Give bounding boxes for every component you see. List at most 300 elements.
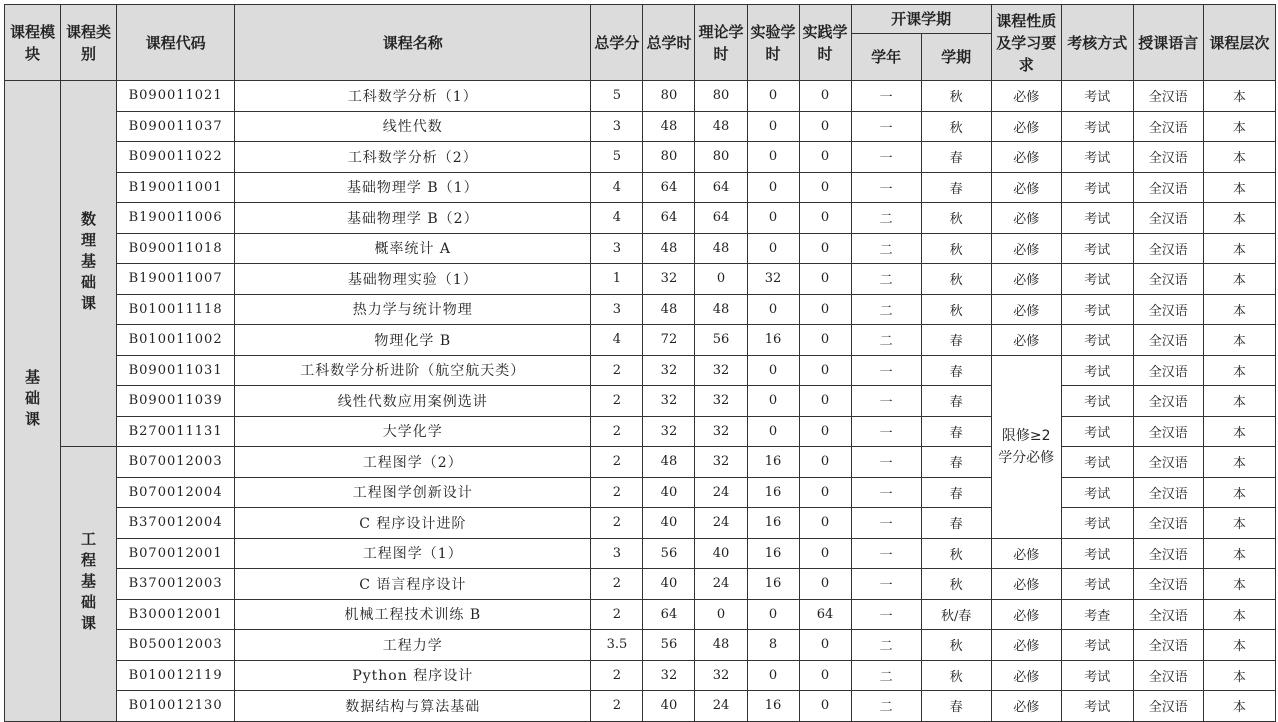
nature: 必修 bbox=[991, 294, 1061, 325]
level: 本 bbox=[1203, 599, 1275, 630]
credits: 3 bbox=[591, 294, 643, 325]
semester: 春 bbox=[921, 142, 991, 173]
practice-hours: 0 bbox=[799, 172, 851, 203]
language: 全汉语 bbox=[1133, 416, 1203, 447]
language: 全汉语 bbox=[1133, 538, 1203, 569]
course-code: B010011002 bbox=[117, 325, 235, 356]
practice-hours: 0 bbox=[799, 538, 851, 569]
lab-hours: 0 bbox=[747, 294, 799, 325]
header-hours: 总学时 bbox=[643, 5, 695, 81]
year: 一 bbox=[851, 447, 921, 478]
exam-method: 考试 bbox=[1061, 538, 1133, 569]
exam-method: 考试 bbox=[1061, 172, 1133, 203]
level: 本 bbox=[1203, 172, 1275, 203]
level: 本 bbox=[1203, 294, 1275, 325]
semester: 秋 bbox=[921, 233, 991, 264]
exam-method: 考试 bbox=[1061, 660, 1133, 691]
table-row bbox=[5, 355, 1276, 386]
year: 二 bbox=[851, 233, 921, 264]
total-hours: 56 bbox=[643, 630, 695, 661]
practice-hours: 0 bbox=[799, 294, 851, 325]
semester: 春 bbox=[921, 416, 991, 447]
theory-hours: 56 bbox=[695, 325, 747, 356]
table-row bbox=[5, 264, 1276, 295]
theory-hours: 0 bbox=[695, 599, 747, 630]
level: 本 bbox=[1203, 477, 1275, 508]
theory-hours: 48 bbox=[695, 111, 747, 142]
total-hours: 48 bbox=[643, 233, 695, 264]
practice-hours: 0 bbox=[799, 81, 851, 112]
language: 全汉语 bbox=[1133, 599, 1203, 630]
practice-hours: 0 bbox=[799, 691, 851, 722]
header-level: 课程层次 bbox=[1203, 5, 1275, 81]
course-code: B010011118 bbox=[117, 294, 235, 325]
credits: 4 bbox=[591, 325, 643, 356]
nature: 必修 bbox=[991, 599, 1061, 630]
lab-hours: 16 bbox=[747, 477, 799, 508]
theory-hours: 32 bbox=[695, 416, 747, 447]
course-code: B090011039 bbox=[117, 386, 235, 417]
semester: 春 bbox=[921, 477, 991, 508]
semester: 春 bbox=[921, 325, 991, 356]
level: 本 bbox=[1203, 386, 1275, 417]
nature: 必修 bbox=[991, 81, 1061, 112]
lab-hours: 0 bbox=[747, 386, 799, 417]
year: 二 bbox=[851, 294, 921, 325]
course-name: 工程图学（1） bbox=[235, 538, 591, 569]
course-code: B090011018 bbox=[117, 233, 235, 264]
language: 全汉语 bbox=[1133, 233, 1203, 264]
semester: 春 bbox=[921, 508, 991, 539]
course-name: 工程图学（2） bbox=[235, 447, 591, 478]
year: 一 bbox=[851, 142, 921, 173]
course-name: Python 程序设计 bbox=[235, 660, 591, 691]
table-row bbox=[5, 386, 1276, 417]
total-hours: 64 bbox=[643, 599, 695, 630]
exam-method: 考试 bbox=[1061, 477, 1133, 508]
header-term-group: 开课学期 bbox=[851, 5, 991, 34]
table-row bbox=[5, 203, 1276, 234]
theory-hours: 48 bbox=[695, 233, 747, 264]
table-row bbox=[5, 416, 1276, 447]
course-name: 工程力学 bbox=[235, 630, 591, 661]
level: 本 bbox=[1203, 416, 1275, 447]
total-hours: 80 bbox=[643, 142, 695, 173]
language: 全汉语 bbox=[1133, 477, 1203, 508]
header-category: 课程类别 bbox=[61, 5, 117, 81]
course-name: 概率统计 A bbox=[235, 233, 591, 264]
nature: 必修 bbox=[991, 660, 1061, 691]
theory-hours: 64 bbox=[695, 172, 747, 203]
semester: 秋 bbox=[921, 660, 991, 691]
exam-method: 考试 bbox=[1061, 203, 1133, 234]
level: 本 bbox=[1203, 355, 1275, 386]
practice-hours: 64 bbox=[799, 599, 851, 630]
course-code: B190011006 bbox=[117, 203, 235, 234]
course-code: B270011131 bbox=[117, 416, 235, 447]
credits: 2 bbox=[591, 569, 643, 600]
practice-hours: 0 bbox=[799, 477, 851, 508]
theory-hours: 48 bbox=[695, 294, 747, 325]
semester: 秋/春 bbox=[921, 599, 991, 630]
table-row bbox=[5, 508, 1276, 539]
language: 全汉语 bbox=[1133, 142, 1203, 173]
course-name: 基础物理学 B（1） bbox=[235, 172, 591, 203]
exam-method: 考试 bbox=[1061, 111, 1133, 142]
header-credits: 总学分 bbox=[591, 5, 643, 81]
exam-method: 考查 bbox=[1061, 599, 1133, 630]
header-module: 课程模块 bbox=[5, 5, 61, 81]
curriculum-table bbox=[4, 4, 1276, 722]
language: 全汉语 bbox=[1133, 203, 1203, 234]
practice-hours: 0 bbox=[799, 111, 851, 142]
theory-hours: 80 bbox=[695, 142, 747, 173]
lab-hours: 0 bbox=[747, 172, 799, 203]
level: 本 bbox=[1203, 142, 1275, 173]
category-cell: 工程基础课 bbox=[61, 447, 117, 722]
course-code: B090011037 bbox=[117, 111, 235, 142]
year: 二 bbox=[851, 325, 921, 356]
theory-hours: 64 bbox=[695, 203, 747, 234]
credits: 5 bbox=[591, 81, 643, 112]
exam-method: 考试 bbox=[1061, 325, 1133, 356]
language: 全汉语 bbox=[1133, 294, 1203, 325]
course-code: B190011001 bbox=[117, 172, 235, 203]
credits: 3 bbox=[591, 111, 643, 142]
credits: 4 bbox=[591, 203, 643, 234]
language: 全汉语 bbox=[1133, 264, 1203, 295]
language: 全汉语 bbox=[1133, 447, 1203, 478]
lab-hours: 32 bbox=[747, 264, 799, 295]
lab-hours: 16 bbox=[747, 691, 799, 722]
practice-hours: 0 bbox=[799, 660, 851, 691]
lab-hours: 0 bbox=[747, 233, 799, 264]
year: 一 bbox=[851, 81, 921, 112]
year: 二 bbox=[851, 691, 921, 722]
lab-hours: 16 bbox=[747, 538, 799, 569]
language: 全汉语 bbox=[1133, 691, 1203, 722]
course-code: B010012119 bbox=[117, 660, 235, 691]
header-exam: 考核方式 bbox=[1061, 5, 1133, 81]
module-cell: 基础课 bbox=[5, 81, 61, 722]
practice-hours: 0 bbox=[799, 447, 851, 478]
level: 本 bbox=[1203, 111, 1275, 142]
table-row bbox=[5, 630, 1276, 661]
table-row bbox=[5, 477, 1276, 508]
total-hours: 40 bbox=[643, 691, 695, 722]
year: 一 bbox=[851, 386, 921, 417]
credits: 5 bbox=[591, 142, 643, 173]
practice-hours: 0 bbox=[799, 264, 851, 295]
nature: 必修 bbox=[991, 325, 1061, 356]
lab-hours: 0 bbox=[747, 111, 799, 142]
practice-hours: 0 bbox=[799, 630, 851, 661]
credits: 2 bbox=[591, 691, 643, 722]
language: 全汉语 bbox=[1133, 569, 1203, 600]
level: 本 bbox=[1203, 203, 1275, 234]
lab-hours: 0 bbox=[747, 203, 799, 234]
exam-method: 考试 bbox=[1061, 81, 1133, 112]
credits: 2 bbox=[591, 508, 643, 539]
semester: 秋 bbox=[921, 81, 991, 112]
year: 二 bbox=[851, 660, 921, 691]
level: 本 bbox=[1203, 233, 1275, 264]
year: 一 bbox=[851, 355, 921, 386]
exam-method: 考试 bbox=[1061, 386, 1133, 417]
language: 全汉语 bbox=[1133, 508, 1203, 539]
level: 本 bbox=[1203, 325, 1275, 356]
credits: 3 bbox=[591, 538, 643, 569]
course-code: B050012003 bbox=[117, 630, 235, 661]
course-name: 线性代数 bbox=[235, 111, 591, 142]
exam-method: 考试 bbox=[1061, 142, 1133, 173]
course-name: 工科数学分析（1） bbox=[235, 81, 591, 112]
theory-hours: 80 bbox=[695, 81, 747, 112]
language: 全汉语 bbox=[1133, 630, 1203, 661]
header-nature: 课程性质及学习要求 bbox=[991, 5, 1061, 81]
level: 本 bbox=[1203, 538, 1275, 569]
table-row bbox=[5, 294, 1276, 325]
theory-hours: 32 bbox=[695, 355, 747, 386]
restricted-elective-note: 限修≥2学分必修 bbox=[991, 355, 1061, 538]
course-name: 工科数学分析（2） bbox=[235, 142, 591, 173]
header-practice: 实践学时 bbox=[799, 5, 851, 81]
semester: 春 bbox=[921, 355, 991, 386]
category-cell: 数理基础课 bbox=[61, 81, 117, 447]
semester: 春 bbox=[921, 691, 991, 722]
total-hours: 32 bbox=[643, 660, 695, 691]
header-theory: 理论学时 bbox=[695, 5, 747, 81]
credits: 3.5 bbox=[591, 630, 643, 661]
table-body bbox=[5, 81, 1276, 722]
course-name: 热力学与统计物理 bbox=[235, 294, 591, 325]
semester: 春 bbox=[921, 447, 991, 478]
semester: 秋 bbox=[921, 264, 991, 295]
credits: 4 bbox=[591, 172, 643, 203]
exam-method: 考试 bbox=[1061, 691, 1133, 722]
course-code: B070012004 bbox=[117, 477, 235, 508]
theory-hours: 32 bbox=[695, 447, 747, 478]
lab-hours: 16 bbox=[747, 569, 799, 600]
language: 全汉语 bbox=[1133, 660, 1203, 691]
lab-hours: 16 bbox=[747, 447, 799, 478]
exam-method: 考试 bbox=[1061, 508, 1133, 539]
level: 本 bbox=[1203, 569, 1275, 600]
credits: 1 bbox=[591, 264, 643, 295]
language: 全汉语 bbox=[1133, 172, 1203, 203]
table-row bbox=[5, 599, 1276, 630]
practice-hours: 0 bbox=[799, 325, 851, 356]
total-hours: 80 bbox=[643, 81, 695, 112]
semester: 春 bbox=[921, 172, 991, 203]
year: 一 bbox=[851, 416, 921, 447]
total-hours: 40 bbox=[643, 477, 695, 508]
year: 一 bbox=[851, 172, 921, 203]
theory-hours: 32 bbox=[695, 660, 747, 691]
semester: 秋 bbox=[921, 203, 991, 234]
exam-method: 考试 bbox=[1061, 233, 1133, 264]
lab-hours: 0 bbox=[747, 81, 799, 112]
table-row bbox=[5, 447, 1276, 478]
course-name: 物理化学 B bbox=[235, 325, 591, 356]
credits: 2 bbox=[591, 477, 643, 508]
table-row bbox=[5, 81, 1276, 112]
language: 全汉语 bbox=[1133, 81, 1203, 112]
table-row bbox=[5, 691, 1276, 722]
practice-hours: 0 bbox=[799, 386, 851, 417]
language: 全汉语 bbox=[1133, 325, 1203, 356]
course-code: B090011022 bbox=[117, 142, 235, 173]
credits: 2 bbox=[591, 447, 643, 478]
theory-hours: 32 bbox=[695, 386, 747, 417]
level: 本 bbox=[1203, 630, 1275, 661]
course-code: B190011007 bbox=[117, 264, 235, 295]
course-name: 大学化学 bbox=[235, 416, 591, 447]
total-hours: 64 bbox=[643, 172, 695, 203]
year: 一 bbox=[851, 508, 921, 539]
semester: 春 bbox=[921, 386, 991, 417]
semester: 秋 bbox=[921, 538, 991, 569]
language: 全汉语 bbox=[1133, 111, 1203, 142]
course-name: 工程图学创新设计 bbox=[235, 477, 591, 508]
total-hours: 48 bbox=[643, 447, 695, 478]
total-hours: 32 bbox=[643, 416, 695, 447]
total-hours: 48 bbox=[643, 294, 695, 325]
exam-method: 考试 bbox=[1061, 630, 1133, 661]
exam-method: 考试 bbox=[1061, 355, 1133, 386]
lab-hours: 16 bbox=[747, 508, 799, 539]
practice-hours: 0 bbox=[799, 569, 851, 600]
year: 一 bbox=[851, 538, 921, 569]
semester: 秋 bbox=[921, 569, 991, 600]
credits: 2 bbox=[591, 355, 643, 386]
table-row bbox=[5, 660, 1276, 691]
semester: 秋 bbox=[921, 294, 991, 325]
credits: 2 bbox=[591, 416, 643, 447]
exam-method: 考试 bbox=[1061, 447, 1133, 478]
practice-hours: 0 bbox=[799, 355, 851, 386]
practice-hours: 0 bbox=[799, 233, 851, 264]
course-code: B300012001 bbox=[117, 599, 235, 630]
lab-hours: 0 bbox=[747, 416, 799, 447]
table-row bbox=[5, 142, 1276, 173]
course-code: B090011021 bbox=[117, 81, 235, 112]
course-name: C 语言程序设计 bbox=[235, 569, 591, 600]
header-language: 授课语言 bbox=[1133, 5, 1203, 81]
level: 本 bbox=[1203, 691, 1275, 722]
course-code: B070012001 bbox=[117, 538, 235, 569]
course-name: 基础物理实验（1） bbox=[235, 264, 591, 295]
course-name: 基础物理学 B（2） bbox=[235, 203, 591, 234]
course-code: B370012003 bbox=[117, 569, 235, 600]
theory-hours: 24 bbox=[695, 691, 747, 722]
exam-method: 考试 bbox=[1061, 569, 1133, 600]
lab-hours: 16 bbox=[747, 325, 799, 356]
exam-method: 考试 bbox=[1061, 264, 1133, 295]
course-name: 工科数学分析进阶（航空航天类） bbox=[235, 355, 591, 386]
header-lab: 实验学时 bbox=[747, 5, 799, 81]
credits: 2 bbox=[591, 660, 643, 691]
credits: 2 bbox=[591, 386, 643, 417]
total-hours: 32 bbox=[643, 355, 695, 386]
level: 本 bbox=[1203, 447, 1275, 478]
theory-hours: 24 bbox=[695, 477, 747, 508]
course-name: 数据结构与算法基础 bbox=[235, 691, 591, 722]
theory-hours: 24 bbox=[695, 508, 747, 539]
total-hours: 72 bbox=[643, 325, 695, 356]
level: 本 bbox=[1203, 660, 1275, 691]
theory-hours: 40 bbox=[695, 538, 747, 569]
lab-hours: 0 bbox=[747, 599, 799, 630]
total-hours: 40 bbox=[643, 508, 695, 539]
course-name: 线性代数应用案例选讲 bbox=[235, 386, 591, 417]
total-hours: 32 bbox=[643, 264, 695, 295]
header-name: 课程名称 bbox=[235, 5, 591, 81]
semester: 秋 bbox=[921, 630, 991, 661]
theory-hours: 24 bbox=[695, 569, 747, 600]
course-code: B370012004 bbox=[117, 508, 235, 539]
language: 全汉语 bbox=[1133, 355, 1203, 386]
practice-hours: 0 bbox=[799, 508, 851, 539]
credits: 3 bbox=[591, 233, 643, 264]
level: 本 bbox=[1203, 264, 1275, 295]
nature: 必修 bbox=[991, 142, 1061, 173]
practice-hours: 0 bbox=[799, 203, 851, 234]
practice-hours: 0 bbox=[799, 416, 851, 447]
year: 二 bbox=[851, 630, 921, 661]
year: 二 bbox=[851, 264, 921, 295]
practice-hours: 0 bbox=[799, 142, 851, 173]
header-code: 课程代码 bbox=[117, 5, 235, 81]
nature: 必修 bbox=[991, 538, 1061, 569]
nature: 必修 bbox=[991, 630, 1061, 661]
lab-hours: 0 bbox=[747, 355, 799, 386]
table-row bbox=[5, 172, 1276, 203]
nature: 必修 bbox=[991, 203, 1061, 234]
table-row bbox=[5, 111, 1276, 142]
credits: 2 bbox=[591, 599, 643, 630]
total-hours: 56 bbox=[643, 538, 695, 569]
nature: 必修 bbox=[991, 569, 1061, 600]
lab-hours: 0 bbox=[747, 660, 799, 691]
exam-method: 考试 bbox=[1061, 294, 1133, 325]
lab-hours: 8 bbox=[747, 630, 799, 661]
year: 二 bbox=[851, 203, 921, 234]
semester: 秋 bbox=[921, 111, 991, 142]
nature: 必修 bbox=[991, 233, 1061, 264]
exam-method: 考试 bbox=[1061, 416, 1133, 447]
theory-hours: 48 bbox=[695, 630, 747, 661]
year: 一 bbox=[851, 111, 921, 142]
course-code: B070012003 bbox=[117, 447, 235, 478]
header-semester: 学期 bbox=[921, 34, 991, 81]
total-hours: 48 bbox=[643, 111, 695, 142]
nature: 必修 bbox=[991, 691, 1061, 722]
nature: 必修 bbox=[991, 172, 1061, 203]
course-code: B090011031 bbox=[117, 355, 235, 386]
nature: 必修 bbox=[991, 111, 1061, 142]
course-name: 机械工程技术训练 B bbox=[235, 599, 591, 630]
table-row bbox=[5, 233, 1276, 264]
year: 一 bbox=[851, 477, 921, 508]
course-name: C 程序设计进阶 bbox=[235, 508, 591, 539]
total-hours: 40 bbox=[643, 569, 695, 600]
total-hours: 64 bbox=[643, 203, 695, 234]
table-row bbox=[5, 569, 1276, 600]
theory-hours: 0 bbox=[695, 264, 747, 295]
language: 全汉语 bbox=[1133, 386, 1203, 417]
course-code: B010012130 bbox=[117, 691, 235, 722]
